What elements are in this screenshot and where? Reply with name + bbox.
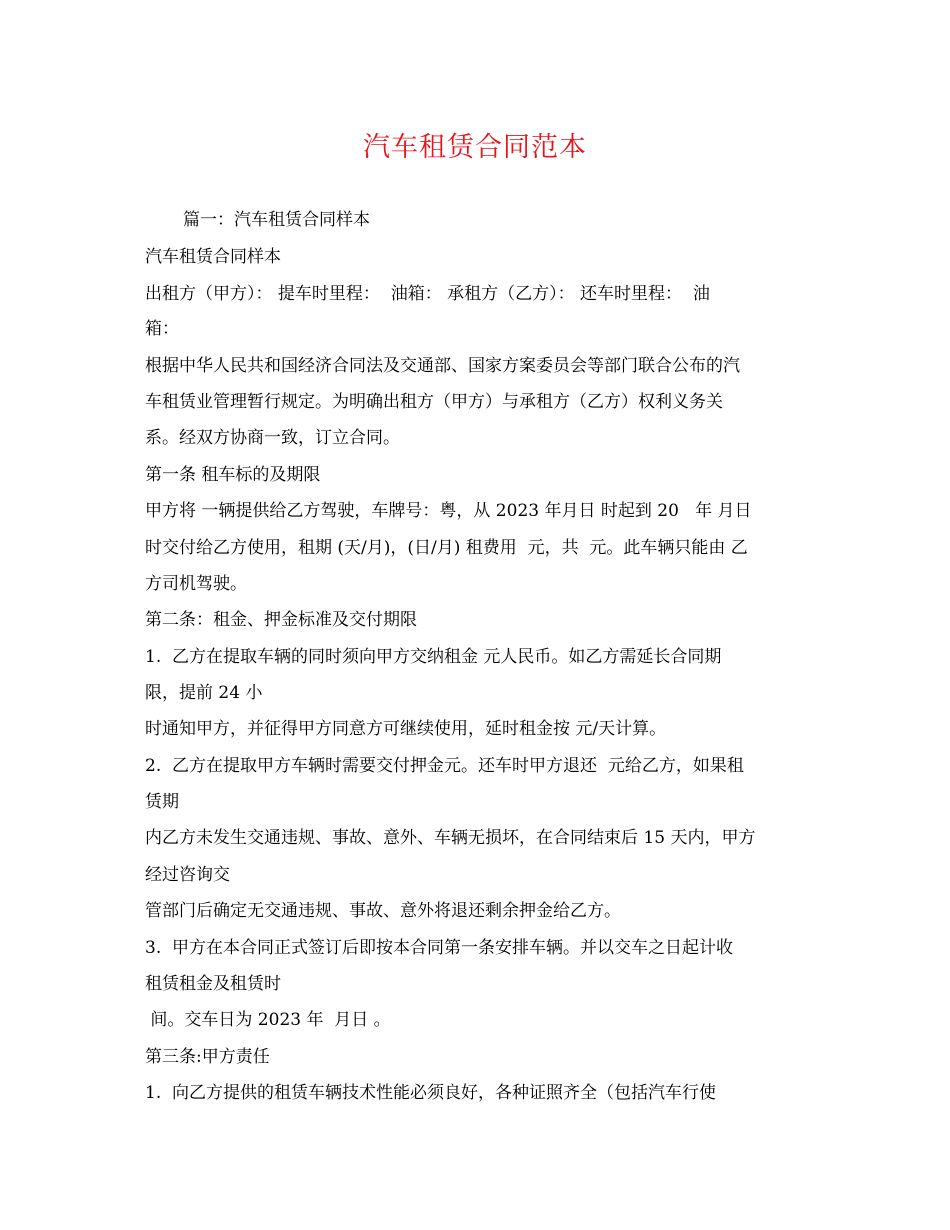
paragraph-line: 2. 乙方在提取甲方车辆时需要交付押金元。还车时甲方退还 元给乙方，如果租 bbox=[145, 756, 744, 776]
paragraph-line: 根据中华人民共和国经济合同法及交通部、国家方案委员会等部门联合公布的汽 bbox=[145, 356, 740, 376]
paragraph-line: 3. 甲方在本合同正式签订后即按本合同第一条安排车辆。并以交车之日起计收 bbox=[145, 938, 734, 958]
paragraph-line: 内乙方未发生交通违规、事故、意外、车辆无损坏，在合同结束后 15 天内，甲方 bbox=[145, 828, 756, 848]
paragraph-line: 限，提前 24 小 bbox=[145, 683, 263, 703]
article-heading: 第一条 租车标的及期限 bbox=[145, 465, 321, 485]
paragraph-line: 赁期 bbox=[145, 792, 179, 812]
section-heading: 篇一：汽车租赁合同样本 bbox=[183, 210, 370, 230]
paragraph-line: 甲方将 一辆提供给乙方驾驶，车牌号：粤，从 2023 年月日 时起到 20 年 月日 bbox=[145, 501, 752, 521]
document-title: 汽车租赁合同范本 bbox=[363, 132, 587, 163]
article-heading: 第三条:甲方责任 bbox=[145, 1047, 270, 1067]
paragraph-line: 管部门后确定无交通违规、事故、意外将退还剩余押金给乙方。 bbox=[145, 901, 621, 921]
paragraph-line: 时通知甲方，并征得甲方同意方可继续使用，延时租金按 元/天计算。 bbox=[145, 719, 667, 739]
paragraph-line: 1. 向乙方提供的租赁车辆技术性能必须良好，各种证照齐全（包括汽车行使 bbox=[145, 1083, 717, 1103]
paragraph-line: 箱： bbox=[145, 319, 179, 339]
paragraph-line: 汽车租赁合同样本 bbox=[145, 247, 281, 267]
paragraph-line: 出租方（甲方）： 提车时里程： 油箱： 承租方（乙方）： 还车时里程： 油 bbox=[145, 284, 710, 304]
paragraph-line: 1. 乙方在提取车辆的同时须向甲方交纳租金 元人民币。如乙方需延长合同期 bbox=[145, 647, 722, 667]
paragraph-line: 系。经双方协商一致，订立合同。 bbox=[145, 428, 400, 448]
paragraph-line: 车租赁业管理暂行规定。为明确出租方（甲方）与承租方（乙方）权利义务关 bbox=[145, 392, 723, 412]
paragraph-line: 经过咨询交 bbox=[145, 865, 230, 885]
paragraph-line: 间。交车日为 2023 年 月日 。 bbox=[145, 1010, 391, 1030]
article-heading: 第二条：租金、押金标准及交付期限 bbox=[145, 610, 417, 630]
paragraph-line: 时交付给乙方使用，租期 (天/月)，(日/月) 租费用 元，共 元。此车辆只能由 乙 bbox=[145, 538, 748, 558]
paragraph-line: 租赁租金及租赁时 bbox=[145, 974, 281, 994]
paragraph-line: 方司机驾驶。 bbox=[145, 574, 247, 594]
